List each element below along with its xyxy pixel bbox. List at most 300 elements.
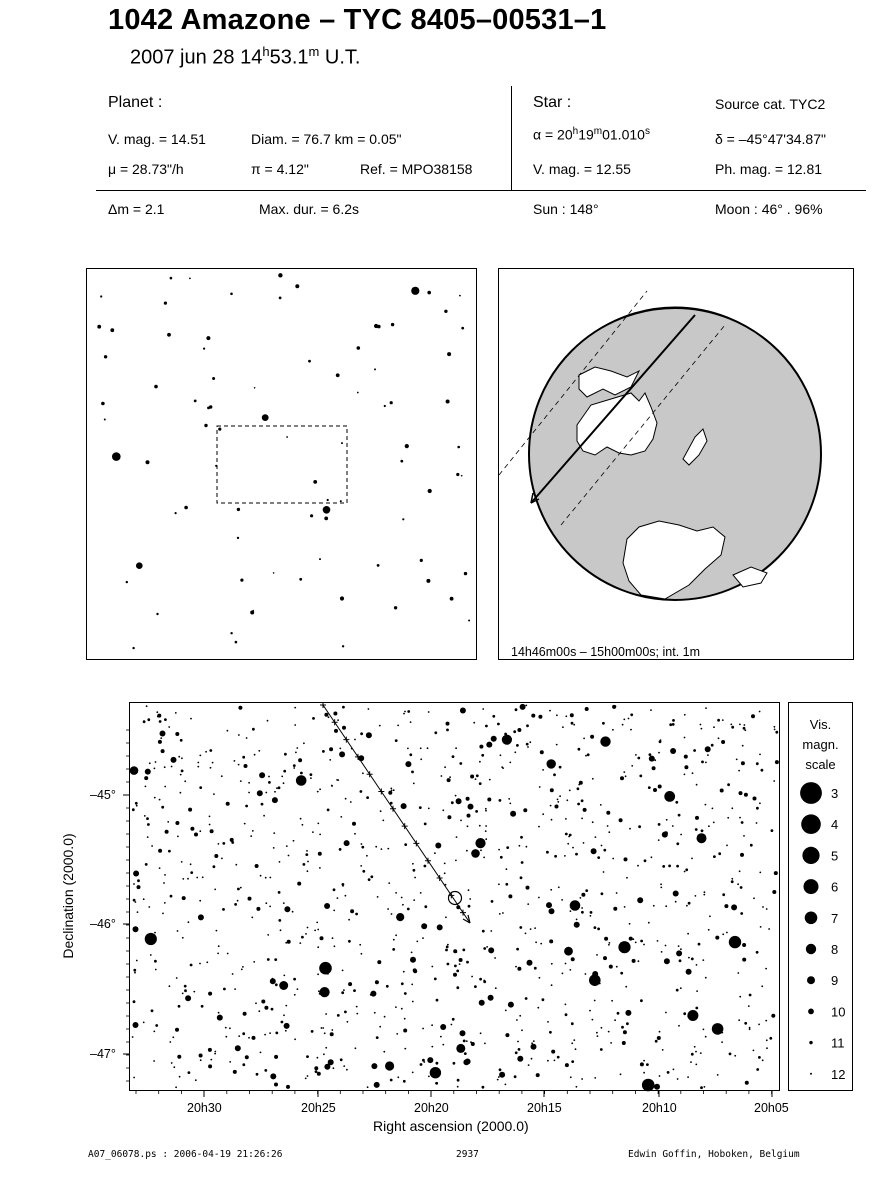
chart-star	[344, 840, 350, 846]
chart-star	[298, 758, 302, 762]
chart-star	[718, 737, 720, 739]
chart-star	[402, 904, 404, 906]
chart-star	[276, 787, 278, 789]
chart-star	[538, 715, 542, 719]
chart-star	[381, 848, 383, 850]
chart-star	[529, 741, 531, 743]
chart-star	[688, 957, 690, 959]
chart-star	[273, 847, 275, 849]
chart-star	[741, 821, 744, 824]
chart-star	[467, 799, 469, 801]
chart-star	[455, 795, 457, 797]
chart-star	[751, 714, 755, 718]
footer-author: Edwin Goffin, Hoboken, Belgium	[628, 1149, 800, 1160]
field-star	[456, 473, 459, 476]
chart-star	[146, 817, 149, 820]
chart-star	[456, 798, 462, 804]
chart-star	[447, 778, 451, 782]
chart-star	[606, 811, 610, 815]
chart-star	[669, 723, 672, 726]
chart-star	[173, 1066, 175, 1068]
chart-star	[575, 1048, 577, 1050]
chart-star	[307, 1075, 309, 1077]
chart-star	[687, 1016, 689, 1018]
chart-star	[729, 936, 741, 948]
chart-star	[680, 834, 682, 836]
chart-star	[317, 1057, 319, 1059]
chart-star	[614, 705, 617, 708]
chart-star	[626, 1022, 629, 1025]
chart-star	[319, 962, 332, 975]
chart-star	[603, 849, 606, 852]
chart-star	[251, 917, 253, 919]
field-star	[235, 641, 238, 644]
chart-star	[361, 846, 364, 849]
chart-star	[596, 954, 598, 956]
chart-star	[199, 963, 201, 965]
chart-star	[521, 1029, 523, 1031]
chart-star	[156, 711, 158, 713]
chart-star	[395, 1006, 397, 1008]
chart-star	[411, 984, 413, 986]
chart-star	[159, 799, 161, 801]
chart-star	[427, 747, 429, 749]
chart-star	[731, 726, 734, 729]
chart-star	[551, 984, 553, 986]
chart-star	[720, 789, 724, 793]
chart-star	[639, 775, 642, 778]
chart-star	[137, 911, 139, 913]
chart-star	[218, 1012, 220, 1014]
chart-star	[473, 722, 475, 724]
chart-star	[649, 753, 652, 756]
chart-star	[750, 844, 753, 847]
path-time-mark	[332, 719, 338, 725]
chart-star	[252, 728, 255, 731]
chart-star	[414, 877, 416, 879]
chart-star	[175, 1028, 179, 1032]
field-star	[230, 632, 232, 634]
chart-star	[688, 902, 691, 905]
chart-star	[317, 791, 319, 793]
chart-star	[694, 1046, 696, 1048]
chart-star	[722, 719, 724, 721]
chart-star	[444, 872, 446, 874]
field-star	[170, 277, 173, 280]
chart-star	[672, 825, 674, 827]
path-time-mark	[390, 806, 396, 812]
chart-star	[456, 1044, 465, 1053]
chart-star	[525, 997, 528, 1000]
chart-star	[676, 865, 679, 868]
chart-star	[210, 829, 214, 833]
chart-star	[569, 969, 571, 971]
chart-star	[731, 904, 737, 910]
chart-star	[499, 913, 501, 915]
chart-star	[547, 1021, 549, 1023]
chart-star	[218, 843, 220, 845]
chart-star	[190, 718, 192, 720]
chart-star	[391, 913, 393, 915]
chart-star	[424, 905, 427, 908]
chart-star	[661, 951, 663, 953]
chart-star	[695, 1064, 697, 1066]
chart-star	[516, 948, 519, 951]
x-tick-label: 20h10	[642, 1101, 677, 1115]
chart-star	[692, 772, 694, 774]
chart-star	[270, 1073, 276, 1079]
chart-star	[740, 912, 743, 915]
chart-star	[499, 1068, 502, 1071]
chart-star	[756, 951, 759, 954]
chart-star	[442, 1044, 444, 1046]
chart-star	[265, 877, 267, 879]
path-time-mark	[367, 771, 373, 777]
chart-star	[404, 843, 407, 846]
chart-star	[499, 799, 502, 802]
chart-star	[137, 879, 140, 882]
chart-star	[294, 1038, 296, 1040]
scale-magnitude-label: 10	[831, 1004, 846, 1020]
chart-star	[274, 958, 277, 961]
chart-star	[601, 892, 604, 895]
chart-star	[159, 720, 162, 723]
chart-star	[199, 830, 201, 832]
chart-star	[520, 704, 526, 710]
chart-star	[700, 1052, 702, 1054]
chart-star	[319, 788, 321, 790]
chart-star	[474, 985, 477, 988]
chart-star	[384, 1016, 386, 1018]
chart-star	[130, 766, 139, 775]
chart-star	[713, 726, 715, 728]
chart-star	[287, 940, 291, 944]
chart-star	[301, 936, 304, 939]
chart-star	[676, 989, 679, 992]
chart-star	[265, 902, 267, 904]
chart-star	[686, 905, 688, 907]
magnitude-dots	[789, 703, 852, 1090]
chart-star	[177, 1055, 181, 1059]
chart-star	[774, 871, 778, 875]
chart-star	[564, 947, 573, 956]
chart-star	[163, 882, 165, 884]
field-star	[428, 489, 432, 493]
chart-star	[657, 940, 659, 942]
chart-star	[620, 776, 624, 780]
chart-star	[210, 1059, 212, 1061]
chart-star	[460, 708, 466, 714]
chart-star	[672, 719, 675, 722]
chart-star	[218, 945, 220, 947]
scale-dot	[808, 1009, 814, 1015]
field-star	[209, 405, 212, 408]
chart-star	[382, 820, 384, 822]
chart-star	[709, 915, 711, 917]
chart-star	[440, 928, 442, 930]
chart-star	[180, 774, 182, 776]
chart-star	[602, 722, 605, 725]
chart-star	[468, 905, 471, 908]
chart-star	[317, 946, 319, 948]
field-star	[341, 442, 343, 444]
chart-star	[675, 801, 678, 804]
footer-number: 2937	[456, 1149, 479, 1160]
chart-star	[209, 824, 211, 826]
chart-star	[705, 746, 711, 752]
chart-star	[348, 982, 352, 986]
chart-star	[734, 1055, 736, 1057]
chart-star	[585, 755, 587, 757]
chart-star	[484, 1043, 486, 1045]
chart-star	[546, 902, 552, 908]
planet-reference: Ref. = MPO38158	[360, 161, 473, 177]
chart-star	[740, 853, 744, 857]
chart-star	[374, 1012, 376, 1014]
chart-star	[258, 750, 260, 752]
chart-star	[673, 1069, 675, 1071]
chart-star	[711, 744, 714, 747]
chart-star	[727, 817, 729, 819]
chart-star	[592, 778, 594, 780]
chart-star	[577, 787, 580, 790]
chart-star	[283, 782, 285, 784]
chart-star	[756, 807, 759, 810]
field-star	[308, 360, 311, 363]
chart-star	[164, 874, 166, 876]
chart-star	[603, 956, 607, 960]
chart-star	[214, 854, 218, 858]
chart-star	[600, 736, 610, 746]
chart-star	[447, 963, 450, 966]
chart-star	[695, 828, 698, 831]
chart-star	[502, 735, 512, 745]
field-star	[262, 414, 269, 421]
chart-star	[316, 922, 318, 924]
chart-star	[404, 1018, 406, 1020]
chart-star	[405, 761, 411, 767]
star-declination: δ = –45°47'34.87"	[715, 131, 826, 147]
chart-star	[665, 1012, 667, 1014]
chart-star	[625, 1010, 631, 1016]
chart-star	[160, 737, 162, 739]
chart-star	[467, 825, 469, 827]
chart-star	[449, 776, 451, 778]
chart-star	[485, 838, 487, 840]
chart-star	[158, 740, 162, 744]
field-star	[374, 368, 376, 370]
chart-star	[178, 756, 180, 758]
chart-star	[648, 786, 651, 789]
chart-star	[171, 757, 177, 763]
chart-star	[745, 1081, 749, 1085]
chart-star	[505, 1010, 507, 1012]
chart-star	[359, 944, 361, 946]
chart-star	[366, 855, 368, 857]
chart-star	[520, 876, 523, 879]
chart-star	[286, 845, 288, 847]
chart-star	[168, 726, 170, 728]
chart-star	[403, 1080, 406, 1083]
chart-star	[254, 754, 256, 756]
chart-star	[229, 1027, 231, 1029]
chart-star	[612, 729, 614, 731]
minutes: 53.1	[269, 46, 309, 69]
chart-star	[419, 806, 422, 809]
chart-star	[325, 1047, 327, 1049]
chart-star	[257, 790, 263, 796]
chart-star	[238, 734, 240, 736]
chart-star	[609, 965, 613, 969]
chart-star	[264, 1034, 266, 1036]
chart-star	[187, 878, 189, 880]
chart-star	[749, 1027, 751, 1029]
chart-star	[300, 818, 302, 820]
chart-star	[396, 1033, 398, 1035]
chart-star	[370, 991, 376, 997]
field-star	[459, 295, 461, 297]
chart-star	[542, 998, 545, 1001]
scale-dot	[804, 879, 819, 894]
target-star-marker	[449, 892, 462, 905]
chart-star	[319, 992, 322, 995]
chart-star	[260, 1052, 262, 1054]
chart-star	[539, 786, 541, 788]
chart-star	[737, 972, 739, 974]
field-star	[230, 293, 233, 296]
footer-file: A07_06078.ps : 2006-04-19 21:26:26	[88, 1149, 283, 1160]
chart-star	[502, 767, 504, 769]
scale-magnitude-label: 4	[831, 817, 839, 833]
chart-star	[248, 1037, 250, 1039]
chart-star	[567, 843, 569, 845]
chart-star	[401, 1008, 403, 1010]
chart-star	[199, 1054, 203, 1058]
chart-star	[371, 1063, 377, 1069]
chart-star	[514, 751, 516, 753]
chart-star	[614, 1019, 616, 1021]
y-tick-label: –46°	[90, 917, 116, 931]
chart-star	[624, 857, 628, 861]
chart-star	[531, 1044, 537, 1050]
chart-star	[738, 1019, 740, 1021]
chart-star	[664, 791, 675, 802]
chart-star	[577, 803, 580, 806]
chart-star	[704, 891, 706, 893]
field-star	[323, 506, 331, 514]
chart-star	[194, 833, 198, 837]
chart-star	[324, 903, 330, 909]
chart-star	[255, 1002, 257, 1004]
chart-star	[344, 1011, 347, 1014]
chart-star	[268, 781, 271, 784]
chart-star	[467, 814, 471, 818]
field-star	[342, 645, 344, 647]
chart-star	[479, 745, 483, 749]
chart-star	[587, 753, 590, 756]
chart-star	[453, 1062, 456, 1065]
chart-star	[519, 926, 522, 929]
chart-star	[422, 1028, 424, 1030]
chart-star	[773, 780, 775, 782]
chart-star	[678, 1025, 680, 1027]
chart-star	[158, 849, 162, 853]
chart-star	[705, 707, 707, 709]
chart-star	[319, 834, 321, 836]
chart-star	[206, 961, 208, 963]
chart-star	[240, 887, 242, 889]
chart-star	[342, 706, 345, 709]
chart-star	[366, 796, 369, 799]
chart-star	[377, 960, 381, 964]
chart-star	[412, 863, 414, 865]
chart-star	[680, 987, 682, 989]
field-star	[340, 500, 342, 502]
chart-star	[340, 1058, 343, 1061]
chart-star	[621, 1026, 624, 1029]
chart-star	[643, 1072, 645, 1074]
chart-star	[566, 799, 568, 801]
scale-title-line: Vis.	[809, 717, 832, 732]
chart-star	[708, 825, 710, 827]
finder-chart	[86, 268, 477, 660]
field-star	[391, 323, 394, 326]
chart-star	[705, 804, 707, 806]
chart-star	[743, 835, 745, 837]
chart-star	[766, 908, 768, 910]
chart-star	[171, 766, 173, 768]
field-star	[427, 291, 431, 295]
chart-star	[471, 849, 480, 858]
chart-star	[592, 971, 598, 977]
chart-star	[771, 829, 774, 832]
chart-star	[185, 995, 191, 1001]
chart-star	[570, 713, 574, 717]
chart-star	[278, 786, 281, 789]
chart-star	[470, 775, 474, 779]
field-star	[184, 506, 188, 510]
chart-star	[571, 1022, 574, 1025]
chart-star	[585, 973, 587, 975]
planet-motion: μ = 28.73"/h	[108, 161, 184, 177]
chart-star	[585, 707, 589, 711]
chart-star	[717, 719, 720, 722]
field-star	[464, 572, 467, 575]
chart-star	[649, 756, 655, 762]
chart-star	[759, 872, 761, 874]
chart-star	[164, 766, 166, 768]
chart-star	[455, 747, 457, 749]
chart-star	[453, 949, 457, 953]
chart-star	[466, 961, 469, 964]
chart-star	[748, 1005, 750, 1007]
chart-star	[354, 833, 356, 835]
x-tick-label: 20h05	[754, 1101, 789, 1115]
chart-star	[684, 871, 686, 873]
chart-star	[199, 755, 201, 757]
chart-star	[182, 878, 184, 880]
star-right-ascension	[533, 126, 650, 143]
chart-star	[546, 851, 549, 854]
chart-star	[659, 1075, 661, 1077]
chart-star	[310, 773, 313, 776]
chart-star	[401, 897, 403, 899]
chart-star	[361, 953, 363, 955]
chart-star	[333, 910, 335, 912]
chart-star	[213, 793, 215, 795]
chart-star	[558, 886, 560, 888]
chart-star	[223, 988, 226, 991]
